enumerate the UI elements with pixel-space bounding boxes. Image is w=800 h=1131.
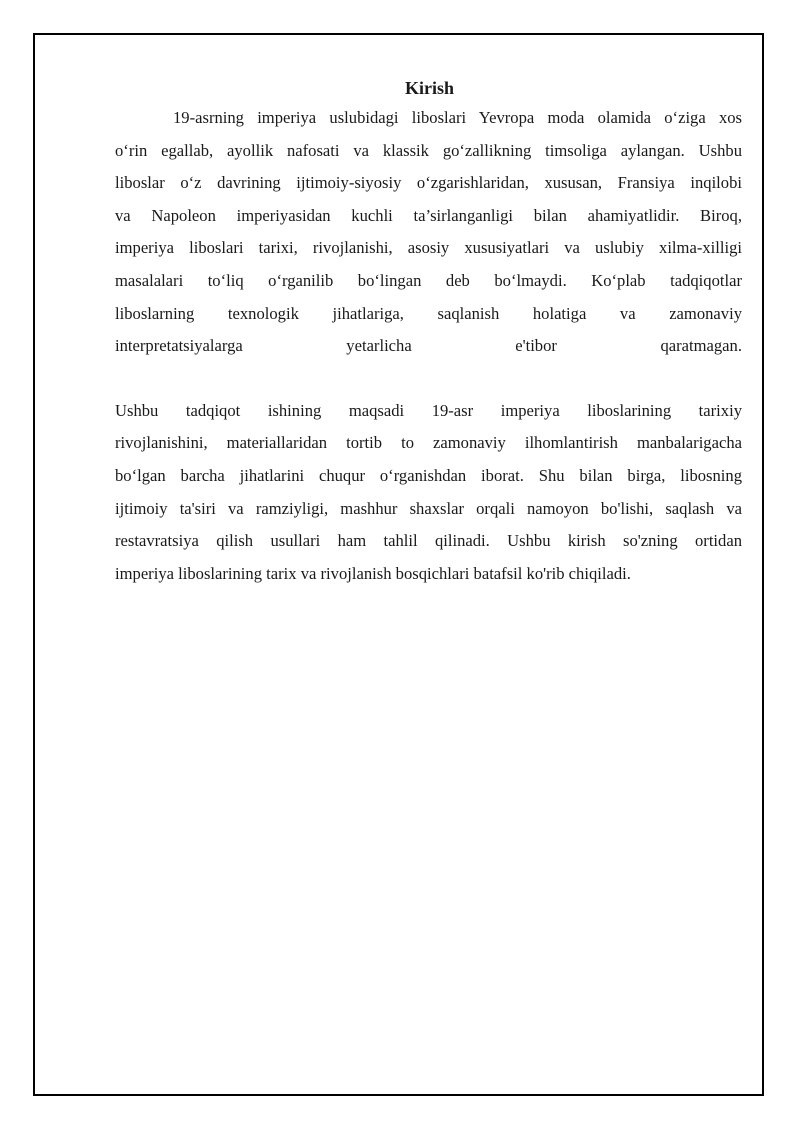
paragraph-line: rivojlanishini, materiallaridan tortib to zamonaviy ilhomlantirish manbalarigacha (115, 433, 742, 453)
paragraph-line: imperiya liboslarining tarix va rivojlanish bosqichlari batafsil ko'rib chiqiladi. (115, 563, 631, 583)
paragraph-line: restavratsiya qilish usullari ham tahlil qilinadi. Ushbu kirish so'zning ortidan (115, 531, 742, 551)
paragraph-gap (115, 363, 742, 395)
document-body (115, 74, 742, 590)
paragraph-line: bo‘lgan barcha jihatlarini chuqur o‘rganishdan iborat. Shu bilan birga, libosning (115, 465, 742, 485)
paragraph-line: masalalari to‘liq o‘rganilib bo‘lingan deb bo‘lmaydi. Ko‘plab tadqiqotlar (115, 270, 742, 290)
paragraph-line: o‘rin egallab, ayollik nafosati va klassik go‘zallikning timsoliga aylangan. Ushbu (115, 140, 742, 160)
paragraph-line: ijtimoiy ta'siri va ramziyligi, mashhur shaxslar orqali namoyon bo'lishi, saqlash va (115, 498, 742, 518)
paragraph-line: Ushbu tadqiqot ishining maqsadi 19-asr imperiya liboslarining tarixiy (115, 400, 742, 420)
paragraph-line: liboslar o‘z davrining ijtimoiy-siyosiy o‘zgarishlaridan, xususan, Fransiya inqilobi (115, 173, 742, 193)
paragraph-line: liboslarning texnologik jihatlariga, saqlanish holatiga va zamonaviy (115, 303, 742, 323)
paragraph-line: va Napoleon imperiyasidan kuchli ta’sirlanganligi bilan ahamiyatlidir. Biroq, (115, 205, 742, 225)
paragraph-line: imperiya liboslari tarixi, rivojlanishi, asosiy xususiyatlari va uslubiy xilma-xilligi (115, 238, 742, 258)
paragraph-line: 19-asrning imperiya uslubidagi liboslari Yevropa moda olamida o‘ziga xos (173, 108, 742, 127)
section-title: Kirish (404, 78, 454, 98)
paragraph-line: interpretatsiyalarga yetarlicha e'tibor qaratmagan. (115, 336, 742, 356)
